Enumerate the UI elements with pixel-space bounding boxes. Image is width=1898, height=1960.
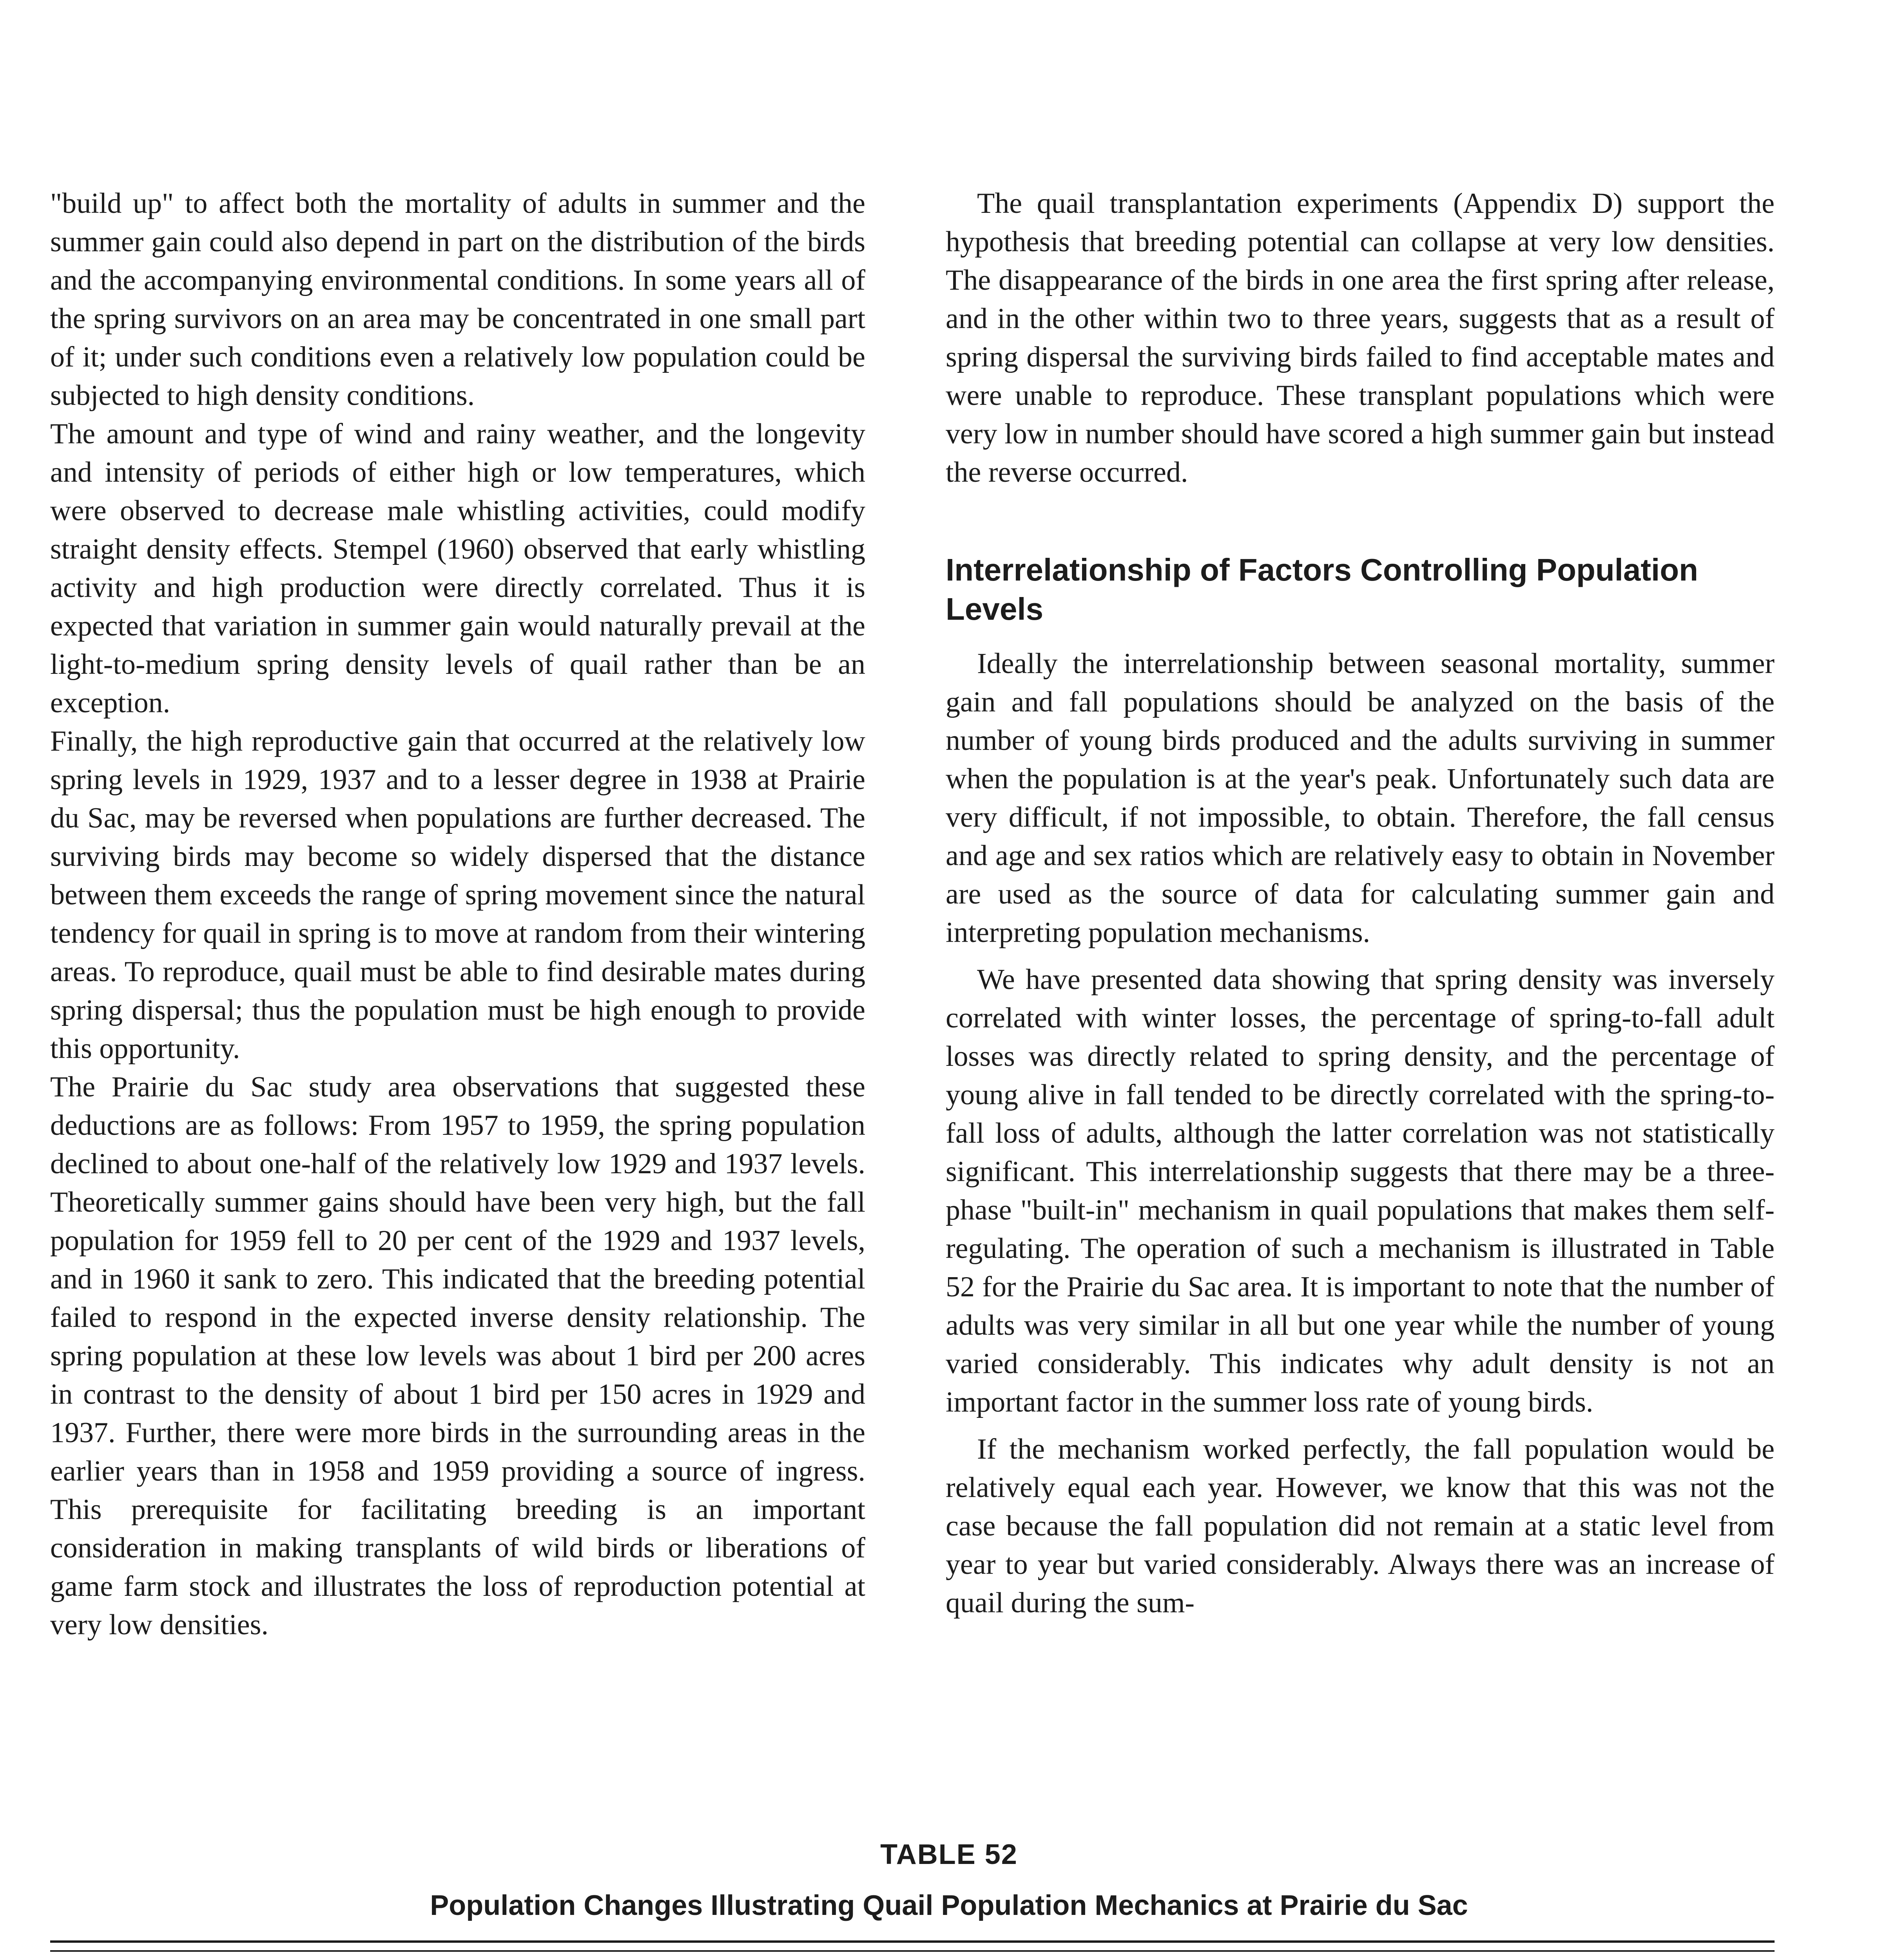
table-caption: Population Changes Illustrating Quail Population Mechanics at Prairie du Sac (430, 1890, 1468, 1921)
paragraph: The Prairie du Sac study area observations that suggested these deductions are as follows: From 1957 to 1959, the spring population declined to about one-half of the relatively low 1929 and 1937 levels. Theoretically summer gains should have been very high, but the fall population for 1959 fell to 20 per cent of the 1929 and 1937 levels, and in 1960 it sank to zero. This indicated that the breeding potential failed to respond in the expected inverse density relationship. The spring population at these low levels was about 1 bird per 200 acres in contrast to the density of about 1 bird per 150 acres in 1929 and 1937. Further, there were more birds in the surrounding areas in the earlier years than in 1958 and 1959 providing a source of ingress. This prerequisite for facilitating breeding is an important consideration in making transplants of wild birds or liberations of game farm stock and illustrates the loss of reproduction potential at very low densities. (50, 1071, 865, 1641)
paragraph: If the mechanism worked perfectly, the fall population would be relatively equal each year. However, we know that this was not the case because the fall population did not remain at a static level from year to year but varied considerably. Always there was an increase of quail during the sum- (946, 1433, 1775, 1619)
paragraph: Finally, the high reproductive gain that occurred at the relatively low spring levels in 1929, 1937 and to a lesser degree in 1938 at Prairie du Sac, may be reversed when populations are further decreased. The surviving birds may become so widely dispersed that the distance between them exceeds the range of spring movement since the natural tendency for quail in spring is to move at random from their wintering areas. To reproduce, quail must be able to find desirable mates during spring dispersal; thus the population must be high enough to provide this opportunity. (50, 725, 865, 1065)
table-number: TABLE 52 (880, 1839, 1018, 1870)
left-column (50, 184, 865, 1644)
paragraph: We have presented data showing that spring density was inversely correlated with winter losses, the percentage of spring-to-fall adult losses was directly related to spring density, and the percentage of young alive in fall tended to be directly correlated with the spring-to-fall loss of adults, although the latter correlation was not statistically significant. This interrelationship suggests that there may be a three-phase "built-in" mechanism in quail populations that makes them self-regulating. The operation of such a mechanism is illustrated in Table 52 for the Prairie du Sac area. It is important to note that the number of adults was very similar in all but one year while the number of young varied considerably. This indicates why adult density is not an important factor in the summer loss rate of young birds. (946, 964, 1775, 1418)
right-column (946, 184, 1775, 1622)
paragraph: Ideally the interrelationship between seasonal mortality, summer gain and fall populations should be analyzed on the basis of the number of young birds produced and the adults surviving in summer when the population is at the year's peak. Unfortunately such data are very difficult, if not impossible, to obtain. Therefore, the fall census and age and sex ratios which are relatively easy to obtain in November are used as the source of data for calculating summer gain and interpreting population mechanisms. (946, 648, 1775, 949)
section-heading: Interrelationship of Factors Controlling Population Levels (946, 552, 1698, 626)
paragraph: "build up" to affect both the mortality of adults in summer and the summer gain could also depend in part on the distribution of the birds and the accompanying environmental conditions. In some years all of the spring survivors on an area may be concentrated in one small part of it; under such conditions even a relatively low population could be subjected to high density conditions. (50, 187, 865, 412)
table-top-rule (50, 1940, 1775, 1943)
paragraph: The quail transplantation experiments (Appendix D) support the hypothesis that breeding potential can collapse at very low densities. The disappearance of the birds in one area the first spring after release, and in the other within two to three years, suggests that as a result of spring dispersal the surviving birds failed to find acceptable mates and were unable to reproduce. These transplant populations which were very low in number should have scored a high summer gain but instead the reverse occurred. (946, 187, 1775, 488)
table-top-rule-inner (50, 1950, 1775, 1952)
paragraph: The amount and type of wind and rainy weather, and the longevity and intensity of periods of either high or low temperatures, which were observed to decrease male whistling activities, could modify straight density effects. Stempel (1960) observed that early whistling activity and high production were directly correlated. Thus it is expected that variation in summer gain would naturally prevail at the light-to-medium spring density levels of quail rather than be an exception. (50, 418, 865, 719)
